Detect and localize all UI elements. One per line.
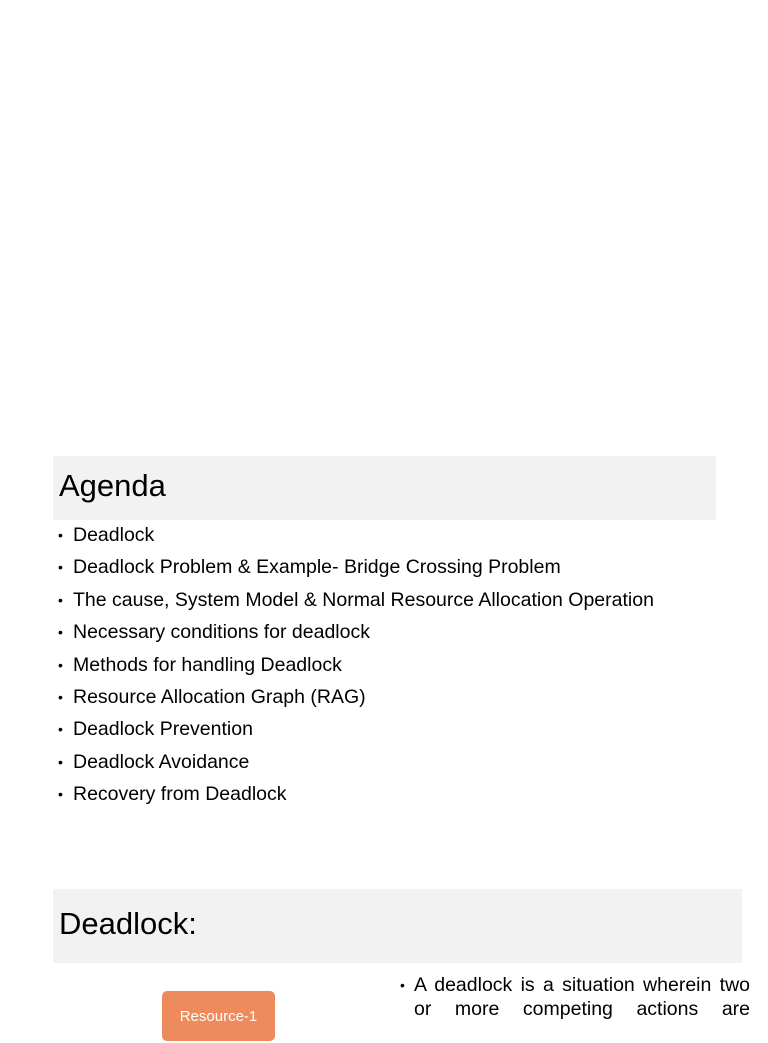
bullet-icon: • xyxy=(58,559,63,576)
agenda-item-label: Recovery from Deadlock xyxy=(73,783,287,806)
agenda-item xyxy=(58,747,654,779)
resource-1-box: Resource-1 xyxy=(162,991,275,1041)
agenda-item-label: Resource Allocation Graph (RAG) xyxy=(73,685,366,708)
bullet-icon: • xyxy=(58,753,63,770)
bullet-icon: • xyxy=(58,624,63,641)
agenda-item-label: Deadlock xyxy=(73,524,155,546)
agenda-item xyxy=(58,650,654,682)
bullet-icon: • xyxy=(58,688,63,705)
deadlock-definition-text: A deadlock is a situation wherein two or more competing actions are xyxy=(414,974,750,1020)
bullet-icon: • xyxy=(58,786,63,803)
bullet-icon: • xyxy=(58,656,63,673)
bullet-icon: • xyxy=(58,527,63,543)
agenda-item-label: The cause, System Model & Normal Resource Allocation Operation xyxy=(73,588,654,611)
agenda-item xyxy=(58,520,654,552)
deadlock-header xyxy=(53,889,742,963)
agenda-item-label: Deadlock Avoidance xyxy=(73,750,250,773)
bullet-icon: • xyxy=(400,977,405,993)
agenda-item-label: Necessary conditions for deadlock xyxy=(73,621,370,644)
agenda-item xyxy=(58,552,654,584)
bullet-icon: • xyxy=(58,591,63,608)
bullet-icon: • xyxy=(58,721,63,738)
deadlock-definition xyxy=(400,973,750,1021)
agenda-item xyxy=(58,779,654,811)
agenda-item-label: Deadlock Prevention xyxy=(73,718,253,741)
agenda-list xyxy=(58,520,654,812)
agenda-item xyxy=(58,714,654,746)
agenda-item xyxy=(58,585,654,617)
agenda-title: Agenda xyxy=(59,468,166,503)
agenda-item xyxy=(58,682,654,714)
agenda-header xyxy=(53,456,716,520)
agenda-item xyxy=(58,617,654,649)
agenda-item-label: Deadlock Problem & Example- Bridge Crossing Problem xyxy=(73,556,561,579)
deadlock-title: Deadlock: xyxy=(59,906,197,941)
agenda-item-label: Methods for handling Deadlock xyxy=(73,653,342,676)
